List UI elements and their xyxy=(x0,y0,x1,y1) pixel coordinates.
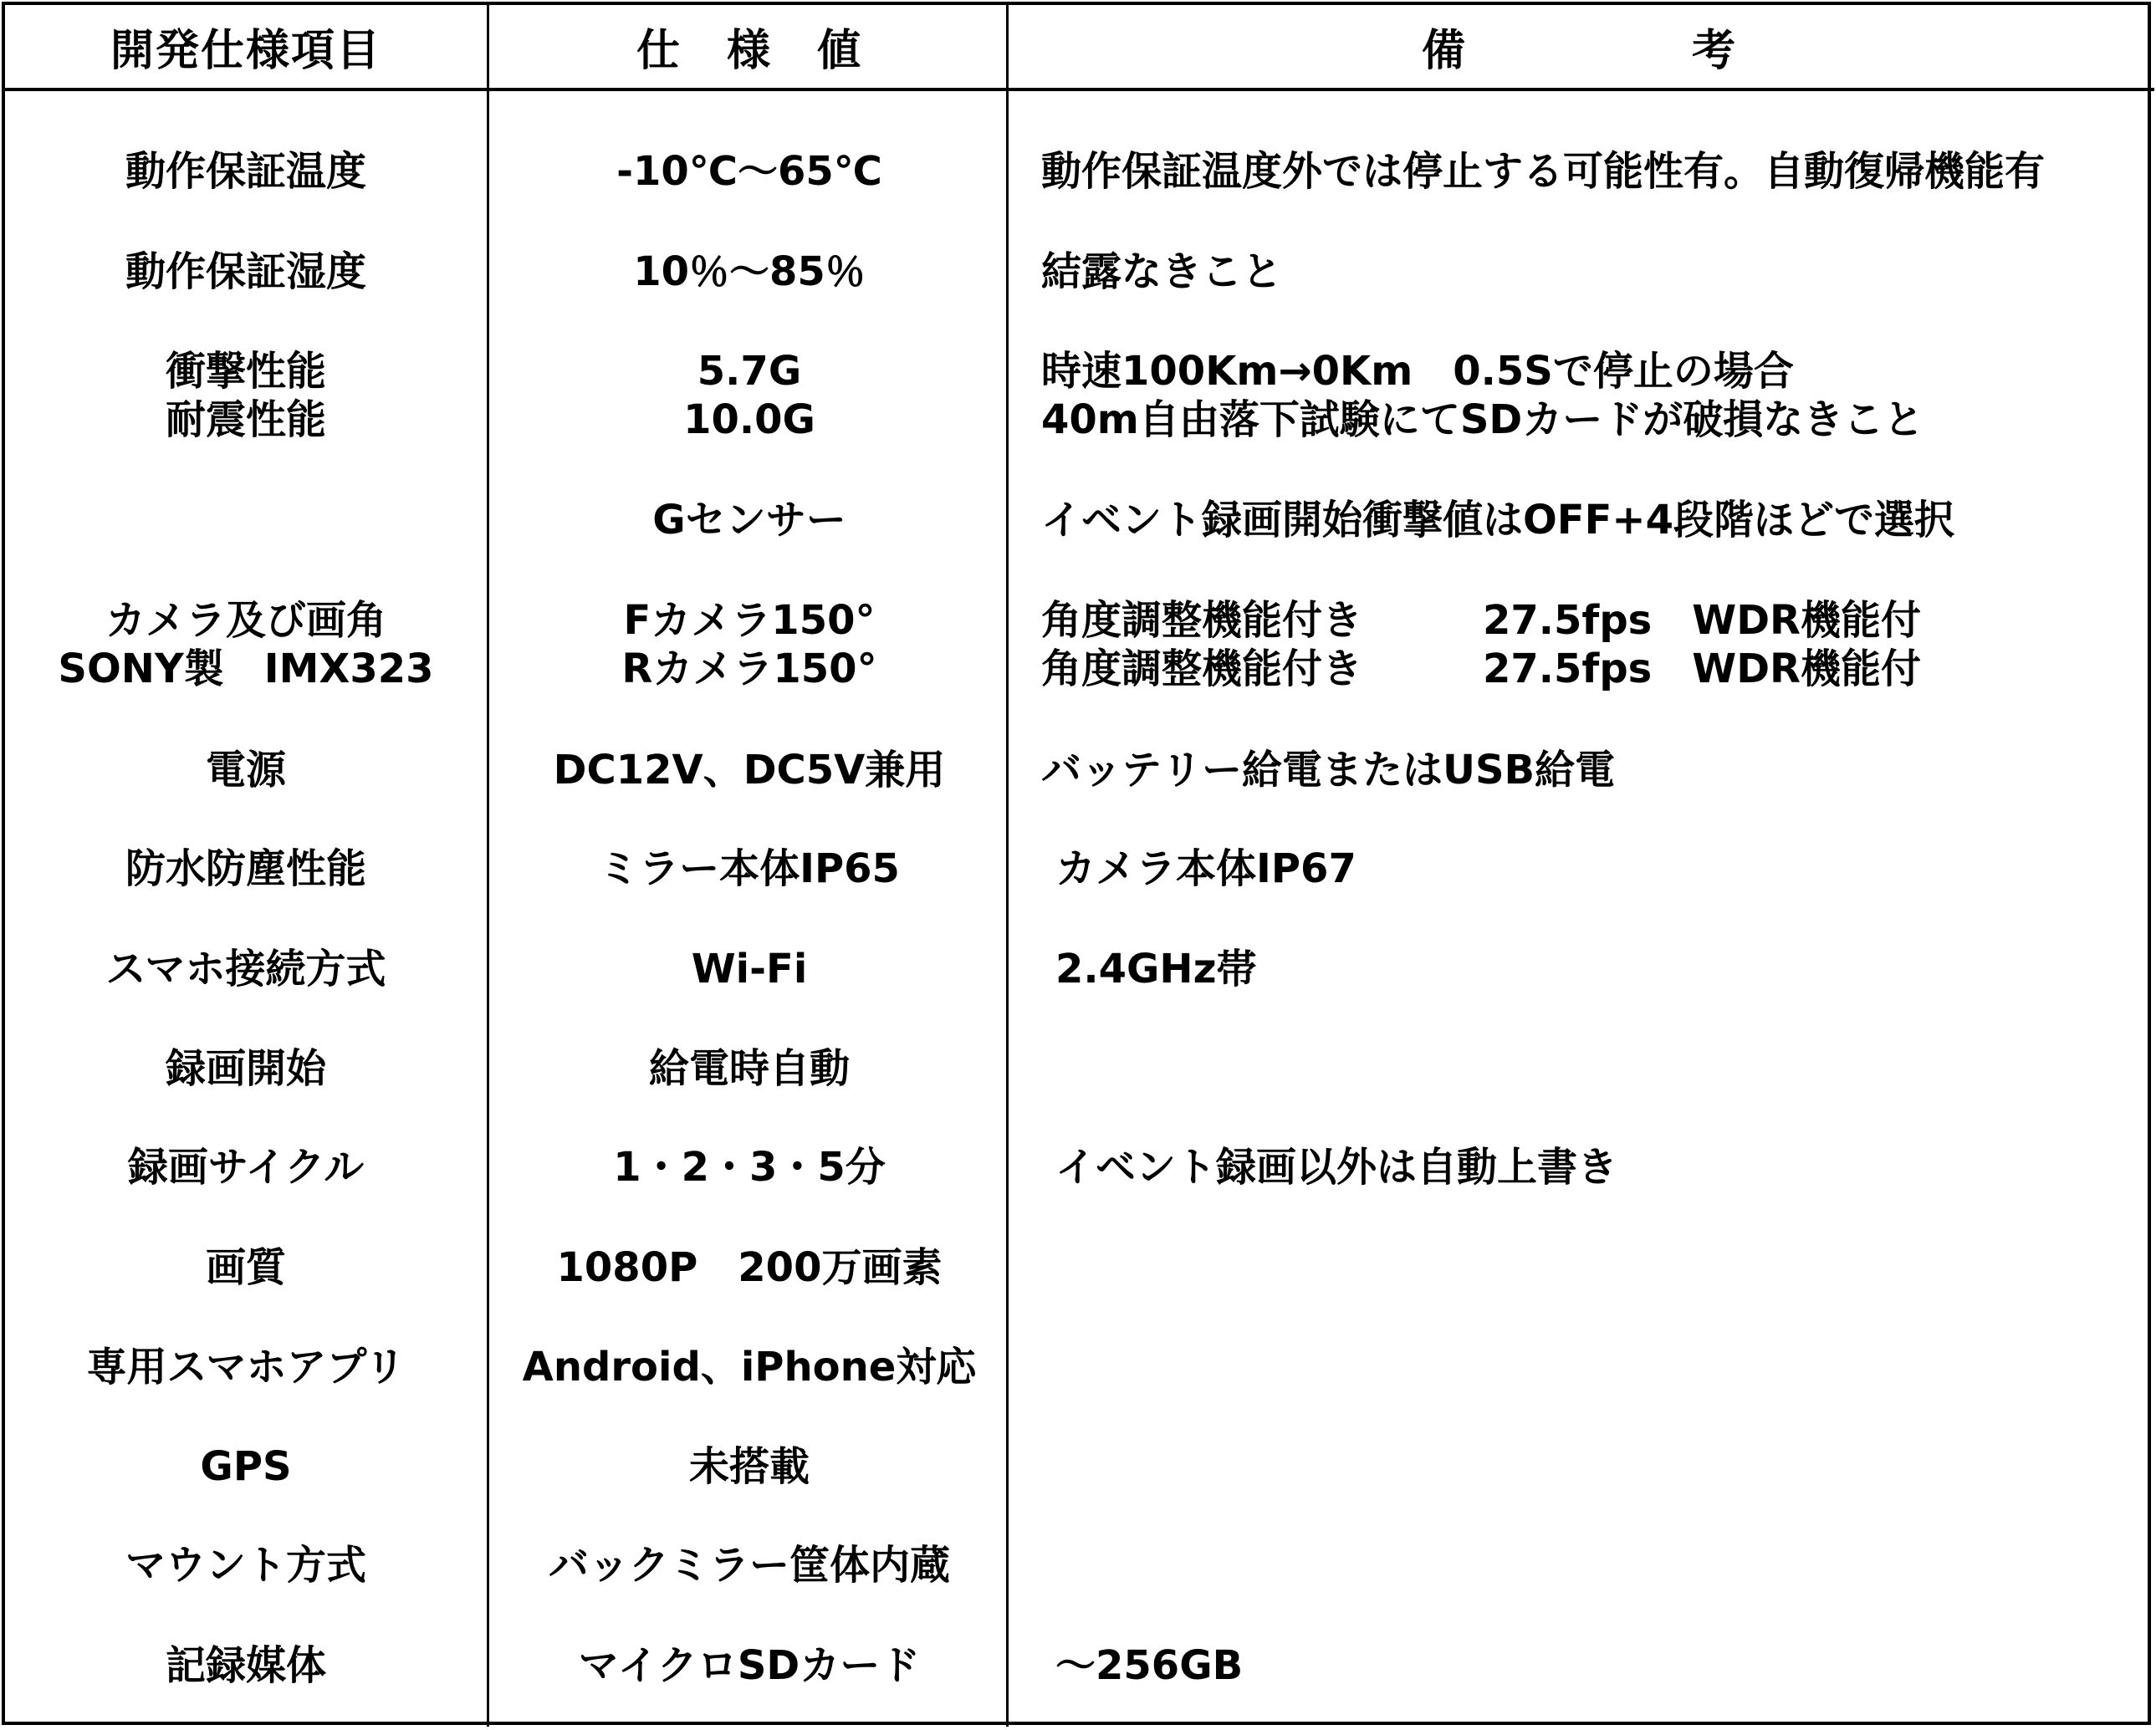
spec-value: Android、iPhone対応 xyxy=(522,1344,977,1391)
spec-item: 録画サイクル xyxy=(127,1144,365,1191)
spec-item: 動作保証温度 xyxy=(125,148,366,195)
header-remarks-2: 考 xyxy=(1692,26,1738,76)
spec-item: 記録媒体 xyxy=(165,1642,326,1689)
spec-item: 動作保証湿度 xyxy=(125,248,366,295)
header-divider xyxy=(2,88,2154,91)
spec-item: 電源 xyxy=(205,747,286,794)
spec-item: 耐震性能 xyxy=(165,396,326,443)
spec-note: ～256GB xyxy=(1055,1642,1244,1689)
spec-note: 動作保証温度外では停止する可能性有。自動復帰機能有 xyxy=(1041,148,2046,195)
spec-value: 1080P 200万画素 xyxy=(556,1244,943,1291)
spec-note: 角度調整機能付き 27.5fps WDR機能付 xyxy=(1041,597,1921,644)
spec-item: SONY製 IMX323 xyxy=(58,646,434,692)
spec-value: 10％～85％ xyxy=(633,248,866,295)
spec-item: 専用スマホアプリ xyxy=(86,1344,406,1391)
spec-note: 結露なきこと xyxy=(1041,248,1283,295)
spec-value: 1・2・3・5分 xyxy=(613,1144,886,1191)
spec-item: GPS xyxy=(200,1443,292,1490)
spec-value: Wi-Fi xyxy=(691,946,808,993)
header-spec-value: 仕 様 値 xyxy=(636,26,862,76)
spec-item: 衝撃性能 xyxy=(165,348,326,395)
spec-value: 未搭載 xyxy=(688,1443,810,1490)
spec-note: 2.4GHz帯 xyxy=(1055,946,1257,993)
spec-value: -10℃～65℃ xyxy=(616,148,882,195)
spec-item: マウント方式 xyxy=(125,1542,366,1589)
spec-note: イベント録画開始衝撃値はOFF+4段階ほどで選択 xyxy=(1041,497,1955,543)
spec-value: 10.0G xyxy=(683,396,815,443)
spec-value: バックミラー筐体内蔵 xyxy=(548,1542,950,1589)
spec-value: ミラー本体IP65 xyxy=(599,845,900,892)
spec-value: DC12V、DC5V兼用 xyxy=(553,747,946,794)
spec-note: 40m自由落下試験にてSDカードが破損なきこと xyxy=(1041,396,1924,443)
spec-value: 給電時自動 xyxy=(648,1045,850,1092)
spec-item: 録画開始 xyxy=(165,1045,326,1092)
spec-note: バッテリー給電またはUSB給電 xyxy=(1041,747,1616,794)
spec-item: カメラ及び画角 xyxy=(105,597,386,644)
column-divider xyxy=(487,2,489,1727)
spec-value: Rカメラ150° xyxy=(621,646,877,692)
spec-item: 画質 xyxy=(205,1244,286,1291)
spec-item: スマホ接続方式 xyxy=(105,946,386,993)
spec-note: カメラ本体IP67 xyxy=(1055,845,1356,892)
spec-note: イベント録画以外は自動上書き xyxy=(1055,1144,1618,1191)
spec-value: 5.7G xyxy=(697,348,802,395)
spec-value: マイクロSDカード xyxy=(578,1642,921,1689)
spec-value: Gセンサー xyxy=(652,497,846,543)
header-remarks-1: 備 xyxy=(1422,26,1468,76)
spec-item: 防水防塵性能 xyxy=(125,845,366,892)
spec-note: 時速100Km→0Km 0.5Sで停止の場合 xyxy=(1041,348,1794,395)
spec-value: Fカメラ150° xyxy=(623,597,876,644)
header-spec-item: 開発仕様項目 xyxy=(110,26,381,76)
spec-note: 角度調整機能付き 27.5fps WDR機能付 xyxy=(1041,646,1921,692)
